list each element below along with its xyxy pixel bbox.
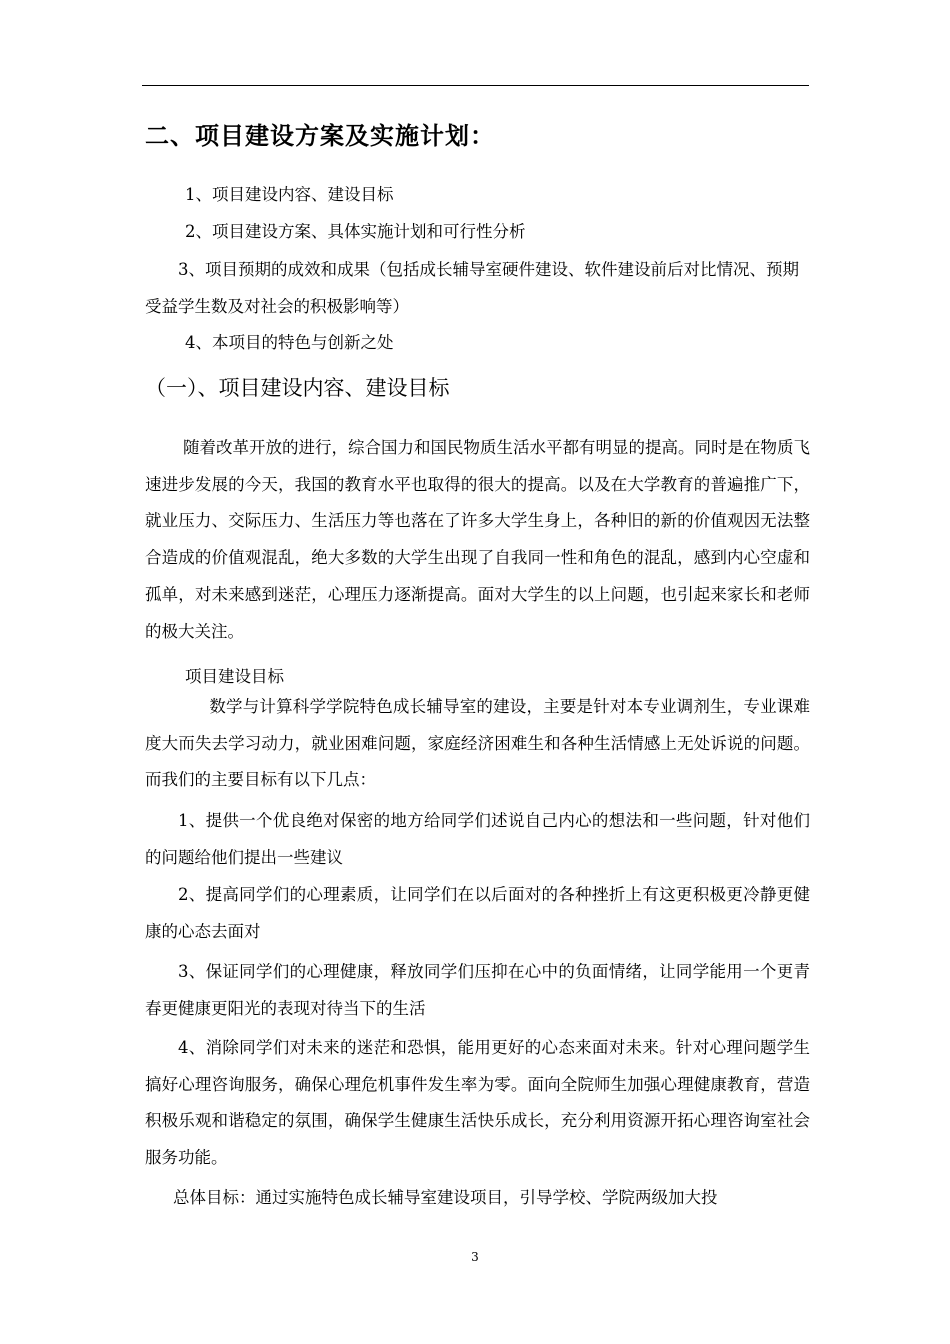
page-number: 3 (471, 1250, 479, 1264)
goal-label: 项目建设目标 (185, 667, 284, 686)
header-rule (142, 85, 809, 86)
goal-intro-paragraph: 数学与计算科学学院特色成长辅导室的建设，主要是针对本专业调剂生，专业课难度大而失去学习动力，就业困难问题，家庭经济困难生和各种生活情感上无处诉说的问题。而我们的主要目标有以下几点： (145, 697, 810, 790)
toc-item-1: 1、项目建设内容、建设目标 (185, 185, 394, 204)
goal-item-4: 4、消除同学们对未来的迷茫和恐惧，能用更好的心态来面对未来。针对心理问题学生搞好心理咨询服务，确保心理危机事件发生率为零。面向全院师生加强心理健康教育，营造积极乐观和谐稳定的氛围，确保学生健康生活快乐成长，充分利用资源开拓心理咨询室社会服务功能。 (145, 1038, 810, 1168)
toc-item-4: 4、本项目的特色与创新之处 (185, 333, 394, 352)
section-heading: （一）、项目建设内容、建设目标 (145, 376, 450, 400)
toc-item-3: 3、项目预期的成效和成果（包括成长辅导室硬件建设、软件建设前后对比情况、预期受益学生数及对社会的积极影响等） (145, 260, 799, 316)
toc-item-2: 2、项目建设方案、具体实施计划和可行性分析 (185, 222, 526, 241)
overall-goal-paragraph: 总体目标：通过实施特色成长辅导室建设项目，引导学校、学院两级加大投 (173, 1188, 718, 1207)
goal-item-2: 2、提高同学们的心理素质，让同学们在以后面对的各种挫折上有这更积极更冷静更健康的心态去面对 (145, 885, 810, 941)
goal-item-1: 1、提供一个优良绝对保密的地方给同学们述说自己内心的想法和一些问题，针对他们的问题给他们提出一些建议 (145, 811, 810, 867)
intro-paragraph: 随着改革开放的进行，综合国力和国民物质生活水平都有明显的提高。同时是在物质飞速进步发展的今天，我国的教育水平也取得的很大的提高。以及在大学教育的普遍推广下，就业压力、交际压力、生活压力等也落在了许多大学生身上，各种旧的新的价值观因无法整合造成的价值观混乱，绝大多数的大学生出现了自我同一性和角色的混乱，感到内心空虚和孤单，对未来感到迷茫，心理压力逐渐提高。面对大学生的以上问题，也引起来家长和老师的极大关注。 (145, 438, 810, 641)
goal-item-3: 3、保证同学们的心理健康，释放同学们压抑在心中的负面情绪，让同学能用一个更青春更健康更阳光的表现对待当下的生活 (145, 962, 810, 1018)
page-title: 二、项目建设方案及实施计划： (145, 121, 495, 150)
